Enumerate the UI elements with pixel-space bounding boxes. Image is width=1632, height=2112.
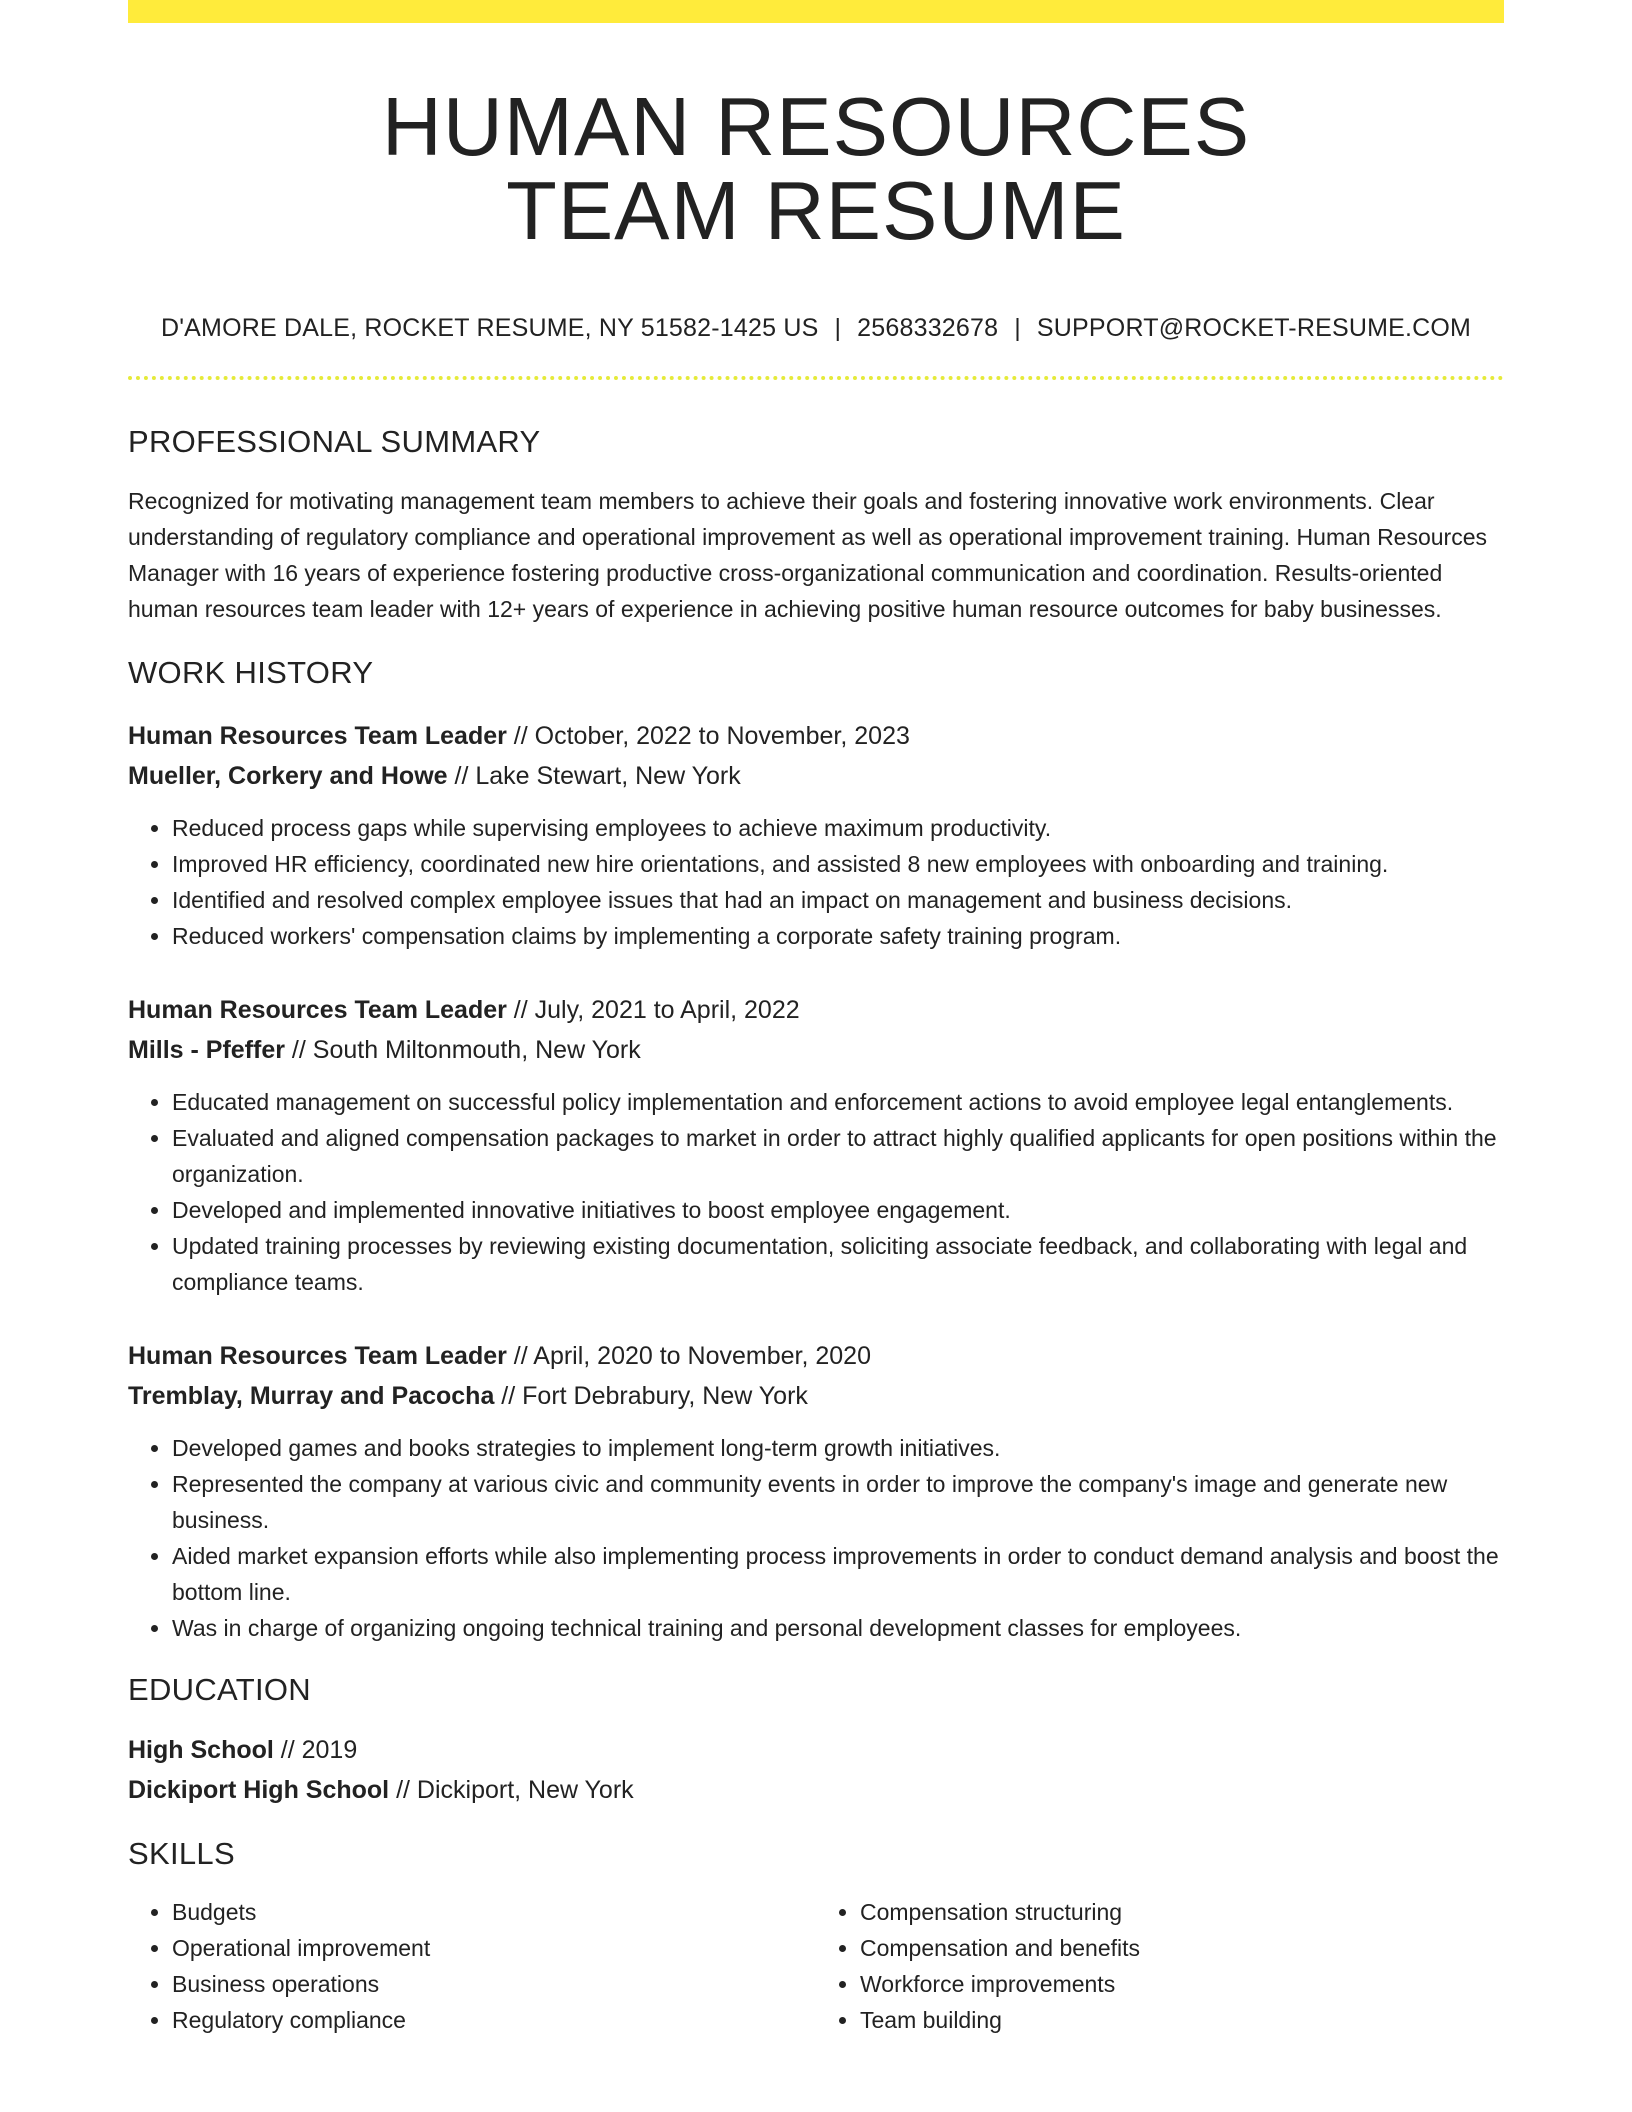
summary-heading: PROFESSIONAL SUMMARY	[128, 424, 541, 459]
education-degree: High School	[128, 1736, 274, 1764]
list-item: • Represented the company at various civic and community events in order to improve the company's image and generate new business.	[172, 1466, 1504, 1538]
education-entry	[128, 1730, 1504, 1810]
job-title-line	[128, 1336, 1504, 1376]
list-item: • Compensation structuring	[860, 1894, 1504, 1930]
skills-column-right	[816, 1894, 1504, 2038]
skills-column-left	[128, 1894, 816, 2038]
skills-list	[128, 1894, 1504, 2038]
job-bullets	[128, 810, 1504, 954]
resume-page	[128, 0, 1504, 2038]
job-entry	[128, 716, 1504, 954]
job-dates: // July, 2021 to April, 2022	[506, 996, 800, 1024]
list-item: • Operational improvement	[172, 1930, 816, 1966]
job-company: Tremblay, Murray and Pacocha	[128, 1382, 495, 1410]
list-item: • Was in charge of organizing ongoing technical training and personal development classes for employees.	[172, 1610, 1504, 1646]
top-accent-bar	[128, 0, 1504, 23]
work-history-heading: WORK HISTORY	[128, 655, 374, 690]
list-item: • Evaluated and aligned compensation packages to market in order to attract highly qualified applicants for open positions within the organization.	[172, 1120, 1504, 1192]
dotted-divider	[128, 376, 1504, 380]
job-company: Mueller, Corkery and Howe	[128, 762, 448, 790]
job-title: Human Resources Team Leader	[128, 722, 507, 750]
job-entry	[128, 1336, 1504, 1646]
list-item: • Developed games and books strategies to implement long-term growth initiatives.	[172, 1430, 1504, 1466]
contact-separator: |	[1014, 314, 1021, 342]
job-bullets	[128, 1430, 1504, 1646]
job-title-line	[128, 990, 1504, 1030]
list-item: • Developed and implemented innovative initiatives to boost employee engagement.	[172, 1192, 1504, 1228]
list-item: • Aided market expansion efforts while also implementing process improvements in order to conduct demand analysis and boost the bottom line.	[172, 1538, 1504, 1610]
education-year: // 2019	[273, 1736, 358, 1764]
list-item: • Reduced process gaps while supervising employees to achieve maximum productivity.	[172, 810, 1504, 846]
job-title-line	[128, 716, 1504, 756]
skills-heading: SKILLS	[128, 1836, 235, 1871]
job-location: // Fort Debrabury, New York	[494, 1382, 808, 1410]
education-heading: EDUCATION	[128, 1672, 311, 1707]
job-entry	[128, 990, 1504, 1300]
list-item: • Identified and resolved complex employee issues that had an impact on management and business decisions.	[172, 882, 1504, 918]
contact-separator: |	[834, 314, 842, 342]
job-location: // Lake Stewart, New York	[447, 762, 741, 790]
list-item: • Educated management on successful policy implementation and enforcement actions to avoid employee legal entanglements.	[172, 1084, 1504, 1120]
job-title: Human Resources Team Leader	[128, 1342, 507, 1370]
education-degree-line	[128, 1730, 1504, 1770]
job-company-line	[128, 1030, 1504, 1070]
job-company-line	[128, 756, 1504, 796]
list-item: • Compensation and benefits	[860, 1930, 1504, 1966]
list-item: • Business operations	[172, 1966, 816, 2002]
resume-title	[128, 80, 1504, 257]
job-bullets	[128, 1084, 1504, 1300]
job-location: // South Miltonmouth, New York	[284, 1036, 641, 1064]
list-item: • Reduced workers' compensation claims by implementing a corporate safety training program.	[172, 918, 1504, 954]
job-dates: // October, 2022 to November, 2023	[506, 722, 910, 750]
list-item: • Budgets	[172, 1894, 816, 1930]
list-item: • Updated training processes by reviewing existing documentation, soliciting associate feedback, and collaborating with legal and compliance teams.	[172, 1228, 1504, 1300]
title-line-1: HUMAN RESOURCES	[381, 80, 1251, 173]
job-dates: // April, 2020 to November, 2020	[506, 1342, 871, 1370]
contact-address: D'AMORE DALE, ROCKET RESUME, NY 51582-1425 US	[160, 314, 819, 342]
list-item: • Regulatory compliance	[172, 2002, 816, 2038]
job-company: Mills - Pfeffer	[128, 1036, 285, 1064]
education-location: // Dickiport, New York	[389, 1776, 634, 1804]
contact-phone: 2568332678	[857, 314, 999, 342]
title-line-2: TEAM RESUME	[506, 164, 1126, 257]
contact-email: SUPPORT@ROCKET-RESUME.COM	[1036, 314, 1472, 342]
job-title: Human Resources Team Leader	[128, 996, 507, 1024]
education-school-line	[128, 1770, 1504, 1810]
education-school: Dickiport High School	[128, 1776, 390, 1804]
list-item: • Improved HR efficiency, coordinated new hire orientations, and assisted 8 new employees with onboarding and training.	[172, 846, 1504, 882]
job-company-line	[128, 1376, 1504, 1416]
list-item: • Workforce improvements	[860, 1966, 1504, 2002]
summary-text: Recognized for motivating management team members to achieve their goals and fostering innovative work environments. Clear understanding of regulatory compliance and operational improvement as well as operational improvement training. Human Resources Manager with 16 years of experience fostering productive cross-organizational communication and coordination. Results-oriented human resources team leader with 12+ years of experience in achieving positive human resource outcomes for baby businesses.	[128, 488, 1488, 622]
contact-line	[128, 313, 1504, 343]
list-item: • Team building	[860, 2002, 1504, 2038]
